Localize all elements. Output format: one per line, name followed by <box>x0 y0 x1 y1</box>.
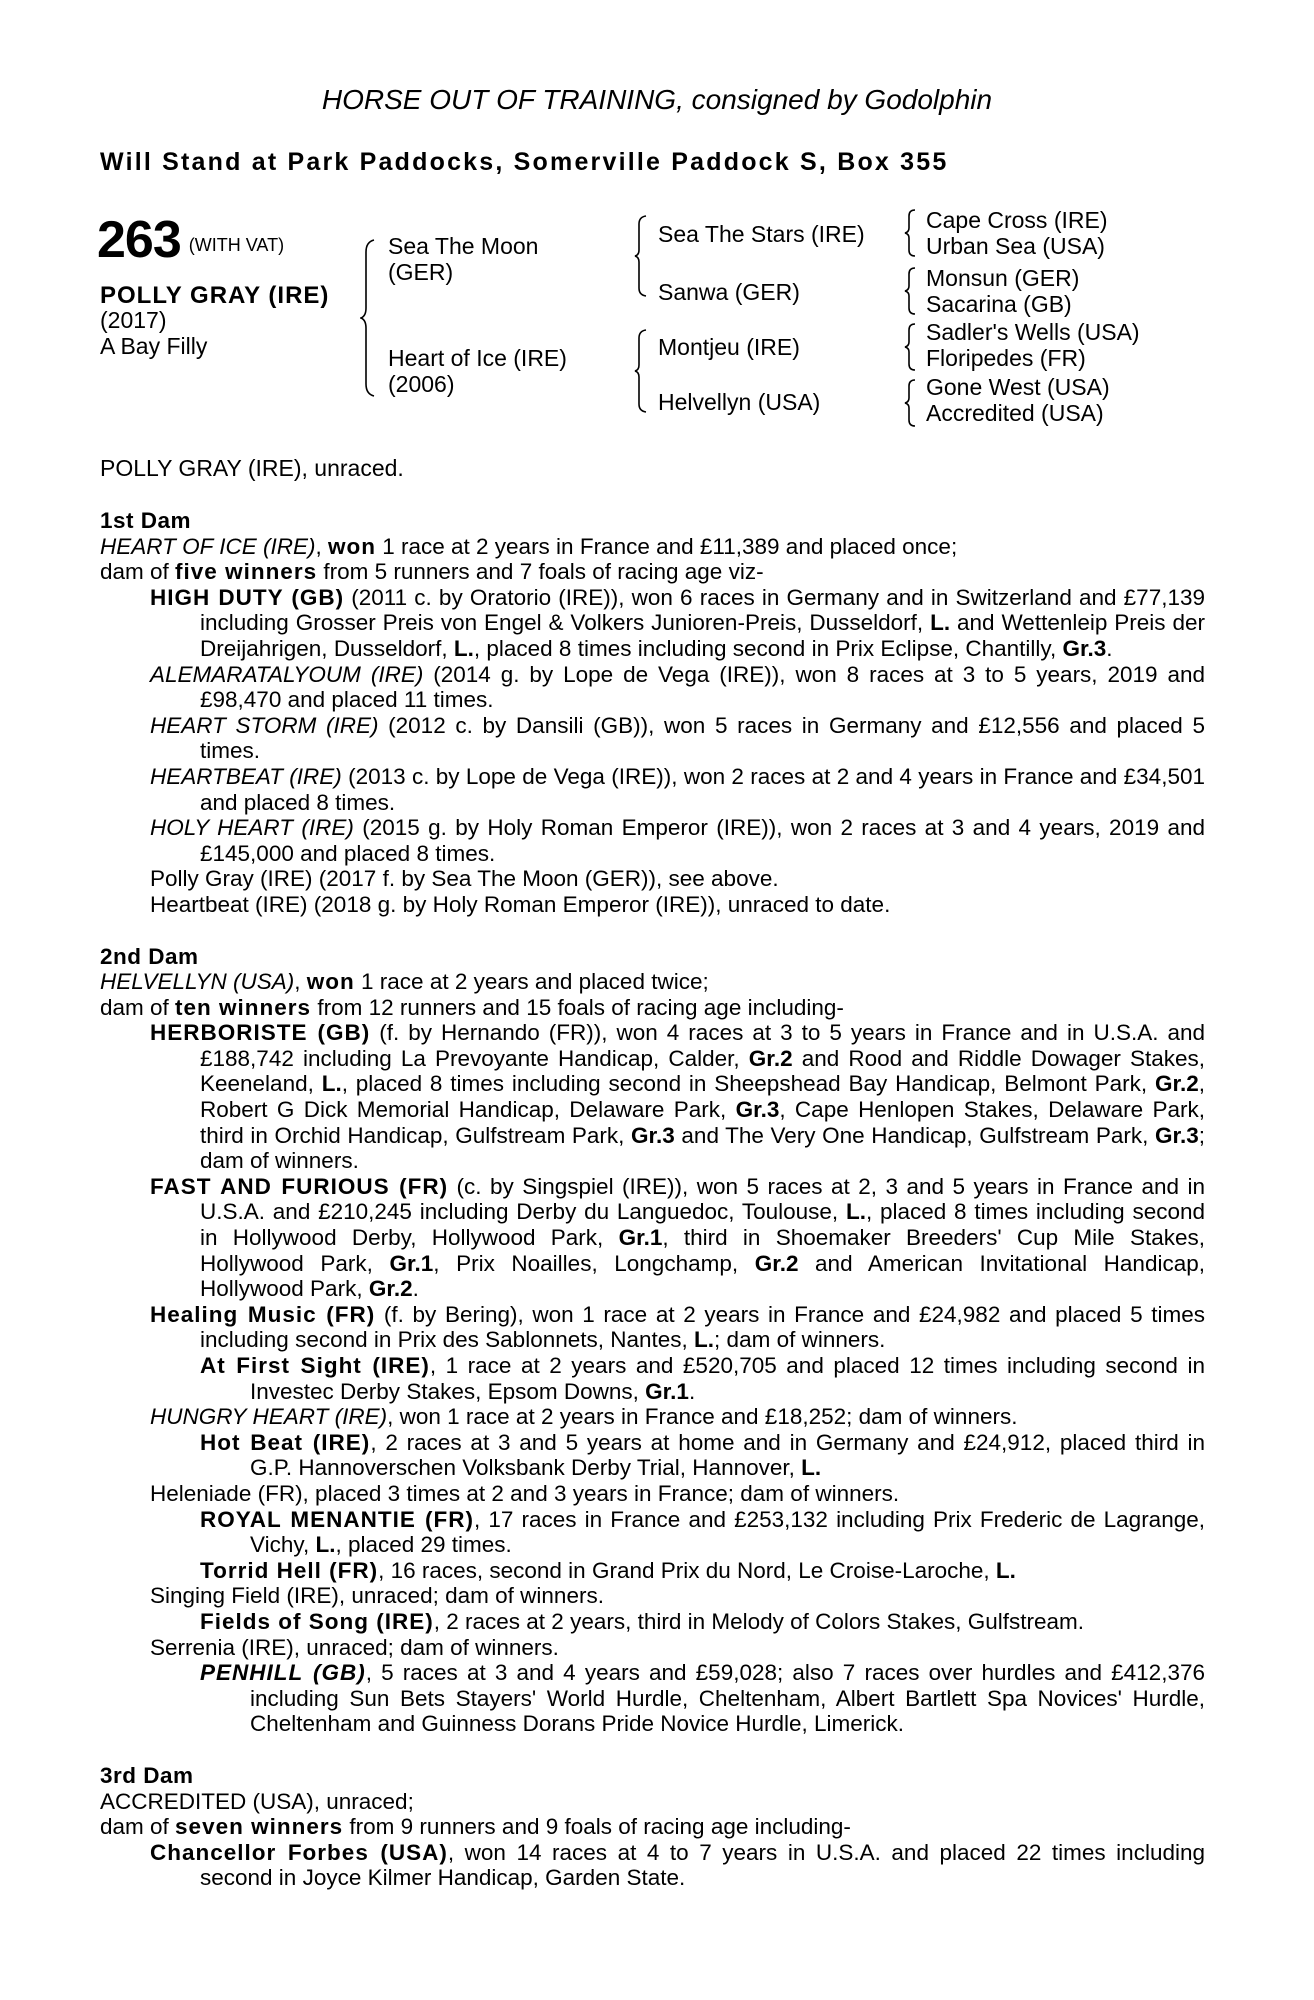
pedigree-brace-gen1 <box>360 238 380 398</box>
dam-of-text: dam of <box>100 994 176 1020</box>
vat-note: (WITH VAT) <box>188 235 285 255</box>
produce-text: (2013 c. by Lope de Vega (IRE)), won 2 races at 2 and 4 years in France and £34,501 and placed 8 times. <box>200 763 1205 815</box>
pedigree-gen3-4: Sacarina (GB) <box>926 291 1072 317</box>
produce-name: PENHILL (GB) <box>200 1660 366 1686</box>
produce-entry <box>100 585 1205 662</box>
produce-entry: Heartbeat (IRE) (2018 g. by Holy Roman Emperor (IRE)), unraced to date. <box>150 891 891 917</box>
winners-count: seven winners <box>175 1814 344 1840</box>
produce-entry <box>100 1174 1205 1302</box>
pedigree-gen3-5: Sadler's Wells (USA) <box>926 319 1140 345</box>
second-dam-heading: 2nd Dam <box>100 943 199 969</box>
listed-tag: L. <box>801 1455 822 1481</box>
produce-text: , 1 race at 2 years and £520,705 and placed 12 times including second in Investec Derby Stakes, Epsom Downs, <box>250 1353 1205 1404</box>
pedigree-gen3-1: Cape Cross (IRE) <box>926 207 1108 233</box>
third-dam-produce-intro <box>100 1814 1205 1840</box>
first-dam-heading: 1st Dam <box>100 508 192 533</box>
produce-text: . <box>688 1378 696 1404</box>
pedigree-gen3-8: Accredited (USA) <box>926 400 1104 426</box>
section-gap <box>100 918 1205 944</box>
produce-text: (f. by Bering), won 1 race at 2 years in France and £24,982 and placed 5 times including second in Prix des Sablonnets, Nantes, <box>200 1301 1205 1353</box>
pedigree-brace-3c <box>904 322 918 372</box>
group-tag: Gr.1 <box>389 1250 434 1276</box>
first-dam-line: HEART OF ICE (IRE), won 1 race at 2 years in France and £11,389 and placed once; <box>100 533 958 559</box>
produce-entry: Singing Field (IRE), unraced; dam of winners. <box>150 1583 604 1609</box>
produce-name: Torrid Hell (FR) <box>200 1557 379 1583</box>
produce-entry <box>100 1840 1205 1891</box>
pedigree-gen3-2: Urban Sea (USA) <box>926 233 1105 259</box>
dam-summary: 1 race at 2 years and placed twice; <box>354 969 709 995</box>
first-dam-produce-intro <box>100 559 1205 585</box>
horse-description: A Bay Filly <box>100 333 208 359</box>
stand-location: Will Stand at Park Paddocks, Somerville Paddock S, Box 355 <box>100 148 949 176</box>
second-dam-produce-intro <box>100 995 1205 1021</box>
won-word: won <box>306 969 355 995</box>
produce-entry: Serrenia (IRE), unraced; dam of winners. <box>150 1634 559 1660</box>
dam-name: Heart of Ice (IRE) <box>388 345 567 371</box>
produce-text: , Cape Henlopen Stakes, Delaware Park, third in Orchid Handicap, Gulfstream Park, <box>200 1097 1206 1148</box>
produce-name: Hot Beat (IRE) <box>200 1429 371 1455</box>
grand-produce-entry <box>100 1353 1205 1404</box>
winners-count: five winners <box>175 559 318 585</box>
produce-entry <box>100 764 1205 815</box>
group-tag: Gr.3 <box>1062 635 1107 661</box>
produce-text: and Rood and Riddle Dowager Stakes, Keeneland, <box>200 1045 1205 1097</box>
group-tag: Gr.3 <box>631 1122 675 1148</box>
produce-entry <box>100 815 1205 866</box>
produce-text: (f. by Hernando (FR)), won 4 races at 3 to 5 years in France and in U.S.A. and £188,742 including La Prevoyante Handicap, Calder, <box>200 1020 1206 1071</box>
pedigree-brace-3b <box>904 266 918 316</box>
group-tag: Gr.2 <box>748 1045 793 1071</box>
produce-name: HERBORISTE (GB) <box>150 1020 371 1046</box>
produce-text: , placed 8 times including second in Hollywood Derby, Hollywood Park, <box>200 1199 1205 1251</box>
group-tag: Gr.2 <box>1154 1071 1199 1097</box>
produce-text: and Wettenleip Preis der Dreijahrigen, Dusseldorf, <box>200 610 1205 661</box>
pedigree-sire-dam: Sanwa (GER) <box>658 279 800 305</box>
horse-name: POLLY GRAY (IRE) <box>100 282 330 309</box>
produce-text: . <box>412 1276 419 1302</box>
produce-name: HOLY HEART (IRE) <box>150 815 354 841</box>
produce-name: Fields of Song (IRE) <box>200 1608 434 1634</box>
dam-name: HEART OF ICE (IRE) <box>100 533 316 559</box>
grand-produce-entry <box>100 1507 1205 1558</box>
produce-text: (2015 g. by Holy Roman Emperor (IRE)), won 2 races at 3 and 4 years, 2019 and £145,000 and placed 8 times. <box>200 815 1205 866</box>
pedigree-sire-sire: Sea The Stars (IRE) <box>658 221 865 247</box>
pedigree-gen3-3: Monsun (GER) <box>926 265 1080 291</box>
produce-text: and The Very One Handicap, Gulfstream Park, <box>674 1122 1155 1148</box>
pedigree-dam <box>388 345 567 397</box>
pedigree-brace-dam <box>634 328 650 414</box>
dam-year: (2006) <box>388 371 455 397</box>
catalogue-body <box>100 508 1205 1891</box>
produce-summary: from 12 runners and 15 foals of racing age including- <box>311 994 844 1020</box>
produce-text: , won 1 race at 2 years in France and £18,252; dam of winners. <box>387 1404 1018 1430</box>
produce-entry <box>100 1020 1205 1174</box>
listed-tag: L. <box>845 1199 866 1225</box>
produce-entry <box>100 1302 1205 1353</box>
produce-entry: Heleniade (FR), placed 3 times at 2 and 3 years in France; dam of winners. <box>150 1480 900 1506</box>
produce-name: At First Sight (IRE) <box>200 1353 430 1378</box>
winners-count: ten winners <box>175 994 312 1020</box>
dam-of-text: dam of <box>100 559 176 585</box>
produce-text: . <box>1106 635 1113 661</box>
produce-text: (2011 c. by Oratorio (IRE)), won 6 races in Germany and in Switzerland and £77,139 including Grosser Preis von Engel & Volkers Junioren-Preis, Dusseldorf, <box>200 584 1205 636</box>
listed-tag: L. <box>315 1532 336 1558</box>
produce-name: HEART STORM (IRE) <box>150 712 379 738</box>
section-gap <box>100 1737 1205 1763</box>
produce-name: HIGH DUTY (GB) <box>150 584 345 610</box>
produce-text: , placed 8 times including second in Prix Eclipse, Chantilly, <box>473 635 1063 661</box>
grand-produce-entry <box>100 1430 1205 1481</box>
produce-name: HEARTBEAT (IRE) <box>150 763 342 789</box>
group-tag: Gr.1 <box>645 1378 689 1404</box>
produce-entry <box>100 662 1205 713</box>
won-word: won <box>327 533 376 559</box>
produce-text: ; dam of winners. <box>714 1327 886 1353</box>
group-tag: Gr.2 <box>368 1276 413 1302</box>
produce-text: , 5 races at 3 and 4 years and £59,028; also 7 races over hurdles and £412,376 including Sun Bets Stayers' World Hurdle, Cheltenham, Albert Bartlett Spa Novices' Hurdle, Cheltenham and Guinness Dorans Pride Novice Hurdle, Limerick. <box>250 1660 1205 1737</box>
horse-year: (2017) <box>100 307 167 333</box>
group-tag: Gr.3 <box>735 1097 780 1123</box>
group-tag: Gr.2 <box>754 1250 799 1276</box>
produce-name: FAST AND FURIOUS (FR) <box>150 1173 449 1199</box>
grand-produce-entry <box>100 1609 1205 1635</box>
group-tag: Gr.1 <box>618 1225 663 1251</box>
pedigree-brace-sire <box>634 214 650 298</box>
pedigree-dam-dam: Helvellyn (USA) <box>658 389 821 415</box>
grand-produce-entry <box>100 1660 1205 1737</box>
pedigree-brace-3d <box>904 378 918 428</box>
listed-tag: L. <box>694 1327 715 1353</box>
produce-name: Healing Music (FR) <box>150 1301 376 1327</box>
produce-text: ; dam of winners. <box>200 1122 1205 1174</box>
produce-text: , 17 races in France and £253,132 including Prix Frederic de Lagrange, Vichy, <box>250 1506 1205 1558</box>
produce-summary: from 5 runners and 7 foals of racing age viz- <box>317 559 764 585</box>
grand-produce-entry <box>100 1558 1205 1584</box>
lot-number: 263 <box>97 211 181 269</box>
produce-name: Chancellor Forbes (USA) <box>150 1839 448 1865</box>
produce-text: , 2 races at 2 years, third in Melody of Colors Stakes, Gulfstream. <box>433 1608 1085 1634</box>
produce-name: ALEMARATALYOUM (IRE) <box>150 661 424 687</box>
group-tag: Gr.3 <box>1154 1122 1199 1148</box>
produce-summary: from 9 runners and 9 foals of racing age including- <box>343 1814 851 1840</box>
produce-entry: Polly Gray (IRE) (2017 f. by Sea The Moon (GER)), see above. <box>150 866 779 892</box>
pedigree-gen3-7: Gone West (USA) <box>926 374 1110 400</box>
listed-tag: L. <box>321 1071 342 1097</box>
dam-summary: 1 race at 2 years in France and £11,389 and placed once; <box>375 533 958 559</box>
race-record: POLLY GRAY (IRE), unraced. <box>100 455 404 481</box>
consignor-line: HORSE OUT OF TRAINING, consigned by Godolphin <box>321 84 993 115</box>
produce-name: HUNGRY HEART (IRE) <box>150 1404 388 1430</box>
produce-text: , Prix Noailles, Longchamp, <box>433 1250 755 1276</box>
pedigree-gen3-6: Floripedes (FR) <box>926 345 1086 371</box>
third-dam-line: ACCREDITED (USA), unraced; <box>100 1788 414 1814</box>
sire-name: Sea The Moon <box>388 233 539 259</box>
produce-entry <box>100 1404 1205 1430</box>
produce-name: ROYAL MENANTIE (FR) <box>200 1506 474 1532</box>
pedigree-dam-sire: Montjeu (IRE) <box>658 334 800 360</box>
produce-text: , placed 8 times including second in Sheepshead Bay Handicap, Belmont Park, <box>341 1071 1155 1097</box>
produce-text: and American Invitational Handicap, Hollywood Park, <box>200 1250 1205 1302</box>
third-dam-heading: 3rd Dam <box>100 1762 194 1788</box>
dam-name: HELVELLYN (USA) <box>100 969 295 995</box>
produce-text: (c. by Singspiel (IRE)), won 5 races at 2, 3 and 5 years in France and in U.S.A. and £210,245 including Derby du Languedoc, Toulouse, <box>200 1173 1205 1225</box>
produce-text: , 16 races, second in Grand Prix du Nord, Le Croise-Laroche, <box>378 1557 996 1583</box>
produce-text: , placed 29 times. <box>335 1532 512 1558</box>
sire-origin: (GER) <box>388 259 454 285</box>
produce-text: (2012 c. by Dansili (GB)), won 5 races in Germany and £12,556 and placed 5 times. <box>200 712 1205 764</box>
second-dam-line: HELVELLYN (USA), won 1 race at 2 years and placed twice; <box>100 969 709 995</box>
produce-text: , Robert G Dick Memorial Handicap, Delaware Park, <box>200 1071 1205 1123</box>
pedigree-brace-3a <box>904 208 918 258</box>
produce-entry <box>100 713 1205 764</box>
listed-tag: L. <box>930 610 951 636</box>
produce-text: , won 14 races at 4 to 7 years in U.S.A. and placed 22 times including second in Joyce Kilmer Handicap, Garden State. <box>200 1839 1205 1891</box>
lot-number-block <box>97 210 284 270</box>
listed-tag: L. <box>995 1557 1016 1583</box>
produce-text: , third in Shoemaker Breeders' Cup Mile Stakes, Hollywood Park, <box>200 1225 1205 1276</box>
produce-text: (2014 g. by Lope de Vega (IRE)), won 8 races at 3 to 5 years, 2019 and £98,470 and placed 11 times. <box>200 661 1206 713</box>
listed-tag: L. <box>453 635 474 661</box>
produce-text: , 2 races at 3 and 5 years at home and in Germany and £24,912, placed third in G.P. Hannoverschen Volksbank Derby Trial, Hannover, <box>250 1429 1206 1481</box>
pedigree-sire <box>388 233 538 285</box>
dam-of-text: dam of <box>100 1814 176 1840</box>
